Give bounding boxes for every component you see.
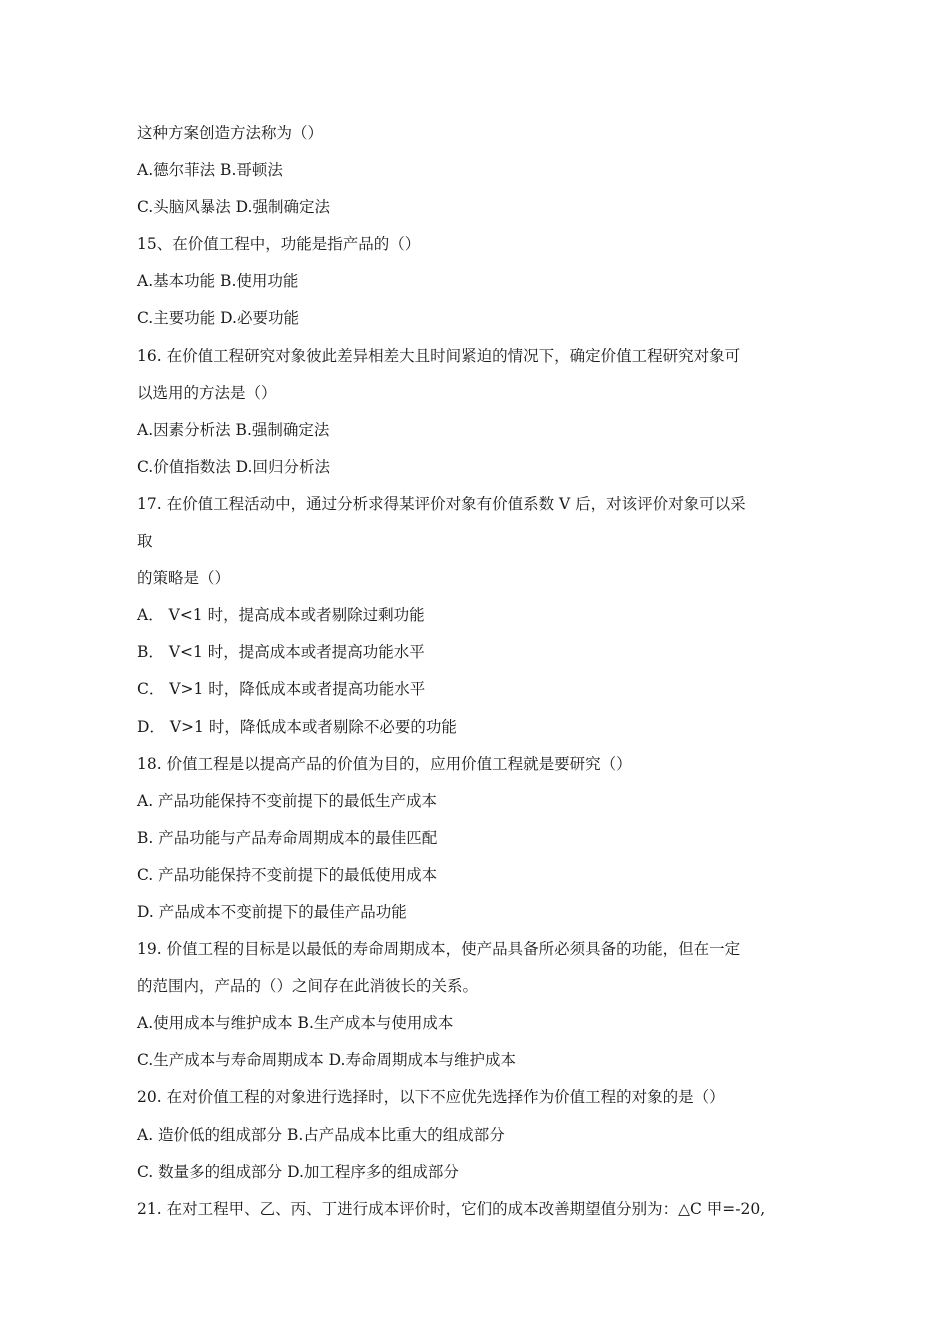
option-line: D． V>1 时，降低成本或者剔除不必要的功能 bbox=[137, 717, 457, 736]
question-stem-continuation: 这种方案创造方法称为（） bbox=[137, 124, 324, 142]
document-body bbox=[137, 115, 817, 1228]
option-line: C.价值指数法 D.回归分析法 bbox=[137, 457, 330, 476]
question-16-continuation: 以选用的方法是（） bbox=[137, 383, 277, 402]
option-line: B． V<1 时，提高成本或者提高功能水平 bbox=[137, 643, 425, 662]
option-line: A.基本功能 B.使用功能 bbox=[137, 272, 299, 291]
question-21: 21. 在对工程甲、乙、丙、丁进行成本评价时，它们的成本改善期望值分别为：△C 甲=-20, bbox=[137, 1199, 766, 1218]
option-line: C.头脑风暴法 D.强制确定法 bbox=[137, 198, 330, 217]
question-17-continuation: 的策略是（） bbox=[137, 569, 231, 588]
option-line: A.使用成本与维护成本 B.生产成本与使用成本 bbox=[137, 1014, 454, 1033]
question-15: 15、在价值工程中，功能是指产品的（） bbox=[137, 235, 421, 254]
option-line: C. 产品功能保持不变前提下的最低使用成本 bbox=[137, 865, 438, 884]
option-line: A. 产品功能保持不变前提下的最低生产成本 bbox=[137, 791, 438, 810]
option-line: A.因素分析法 B.强制确定法 bbox=[137, 420, 330, 439]
option-line: A. 造价低的组成部分 B.占产品成本比重大的组成部分 bbox=[137, 1125, 505, 1144]
question-20: 20. 在对价值工程的对象进行选择时，以下不应优先选择作为价值工程的对象的是（） bbox=[137, 1088, 725, 1107]
option-line: A.德尔菲法 B.哥顿法 bbox=[137, 161, 283, 180]
option-line: B. 产品功能与产品寿命周期成本的最佳匹配 bbox=[137, 828, 438, 847]
option-line: C. 数量多的组成部分 D.加工程序多的组成部分 bbox=[137, 1162, 459, 1181]
question-18: 18. 价值工程是以提高产品的价值为目的，应用价值工程就是要研究（） bbox=[137, 754, 632, 773]
question-19: 19. 价值工程的目标是以最低的寿命周期成本，使产品具备所必须具备的功能，但在一定 bbox=[137, 940, 741, 959]
option-line: C.主要功能 D.必要功能 bbox=[137, 309, 299, 328]
option-line: C． V>1 时，降低成本或者提高功能水平 bbox=[137, 680, 426, 699]
option-line: D. 产品成本不变前提下的最佳产品功能 bbox=[137, 902, 407, 921]
question-16: 16. 在价值工程研究对象彼此差异相差大且时间紧迫的情况下，确定价值工程研究对象可 bbox=[137, 346, 741, 365]
option-line: A． V<1 时，提高成本或者剔除过剩功能 bbox=[137, 606, 425, 625]
question-19-continuation: 的范围内，产品的（）之间存在此消彼长的关系。 bbox=[137, 977, 479, 996]
question-17-continuation: 取 bbox=[137, 532, 153, 551]
question-17: 17. 在价值工程活动中，通过分析求得某评价对象有价值系数 V 后，对该评价对象可以采 bbox=[137, 494, 746, 513]
option-line: C.生产成本与寿命周期成本 D.寿命周期成本与维护成本 bbox=[137, 1051, 516, 1070]
